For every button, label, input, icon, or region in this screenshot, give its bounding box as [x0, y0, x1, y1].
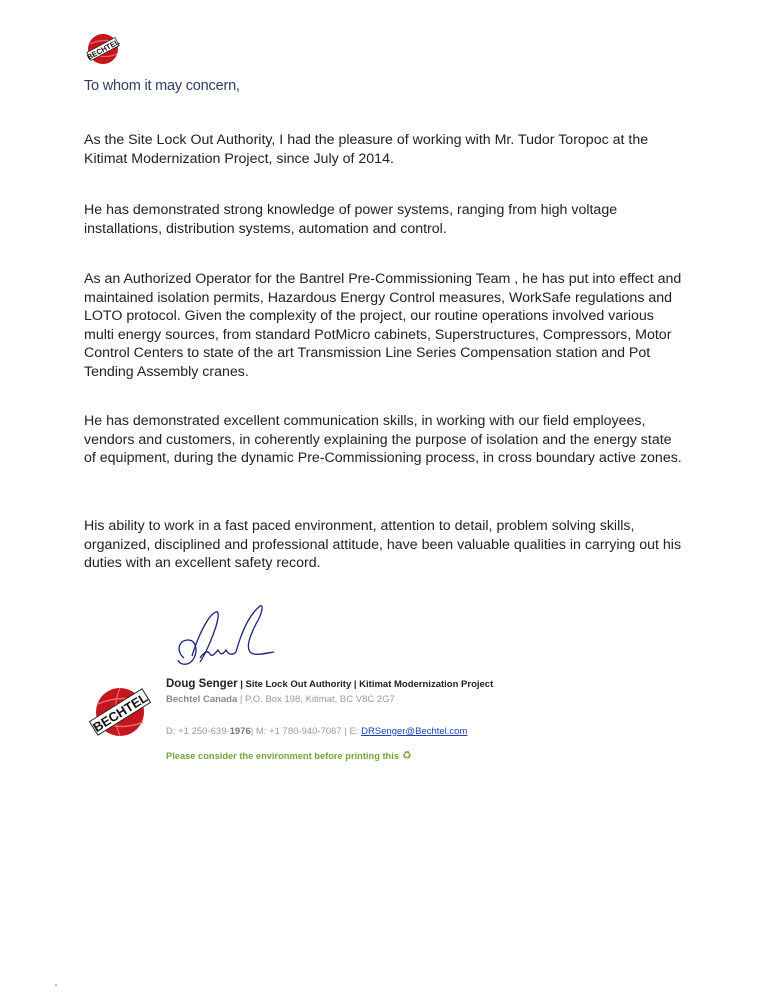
paragraph-1: As the Site Lock Out Authority, I had the pleasure of working with Mr. Tudor Toropoc at the Kitimat Modernization Project, since July of 2014. [84, 132, 649, 167]
recycle-icon: ♻ [402, 750, 412, 762]
bechtel-logo-small [84, 30, 122, 68]
paragraph-3: As an Authorized Operator for the Bantrel Pre-Commissioning Team , he has put into effect and maintained isolation permits, Hazardous Energy Control measures, WorkSafe regulations and LOTO protocol. Given the complexity of the project, our routine operations involved various multi energy sources, from standard PotMicro cabinets, Superstructures, Compressors, Motor Control Centers to state of the art Transmission Line Series Compensation station and Pot Tending Assembly cranes. [84, 271, 682, 380]
environment-note-text: Please consider the environment before printing this [166, 751, 399, 761]
paragraph-5: His ability to work in a fast paced environment, attention to detail, problem solving skills, organized, disciplined and professional attitude, have been valuable qualities in carrying out his duties with an excellent safety record. [84, 518, 682, 571]
greeting: To whom it may concern, [84, 78, 240, 94]
signer-name: Doug Senger [166, 678, 238, 690]
paragraph-4: He has demonstrated excellent communication skills, in working with our field employees, vendors and customers, in coherently explaining the purpose of isolation and the energy state of equipment, during the dynamic Pre-Commissioning process, in cross boundary active zones. [84, 413, 682, 466]
phone-extension: 1976 [229, 726, 251, 737]
environment-note [166, 749, 586, 763]
company-address: | P.O. Box 198, Kitimat, BC V8C 2G7 [237, 694, 395, 705]
signature-name-line [166, 677, 586, 692]
bechtel-logo-large [85, 682, 155, 742]
handwritten-signature [170, 600, 280, 680]
mobile-number: | M: +1 780-940-7067 | E: [250, 726, 362, 737]
email-link[interactable]: DRSenger@Bechtel.com [361, 726, 468, 737]
svg-text:BECHTEL: BECHTEL [90, 689, 151, 736]
signature-company-line [166, 693, 586, 707]
company-name: Bechtel Canada [166, 694, 238, 705]
signature-contact-line [166, 725, 586, 739]
phone-prefix: D: +1 250-639- [166, 726, 230, 737]
paragraph-2: He has demonstrated strong knowledge of power systems, ranging from high voltage installations, distribution systems, automation and control. [84, 202, 618, 237]
scan-speck [55, 984, 57, 986]
signer-title: | Site Lock Out Authority | Kitimat Modernization Project [237, 679, 494, 690]
svg-text:BECHTEL: BECHTEL [85, 37, 121, 62]
email-signature [166, 677, 586, 763]
